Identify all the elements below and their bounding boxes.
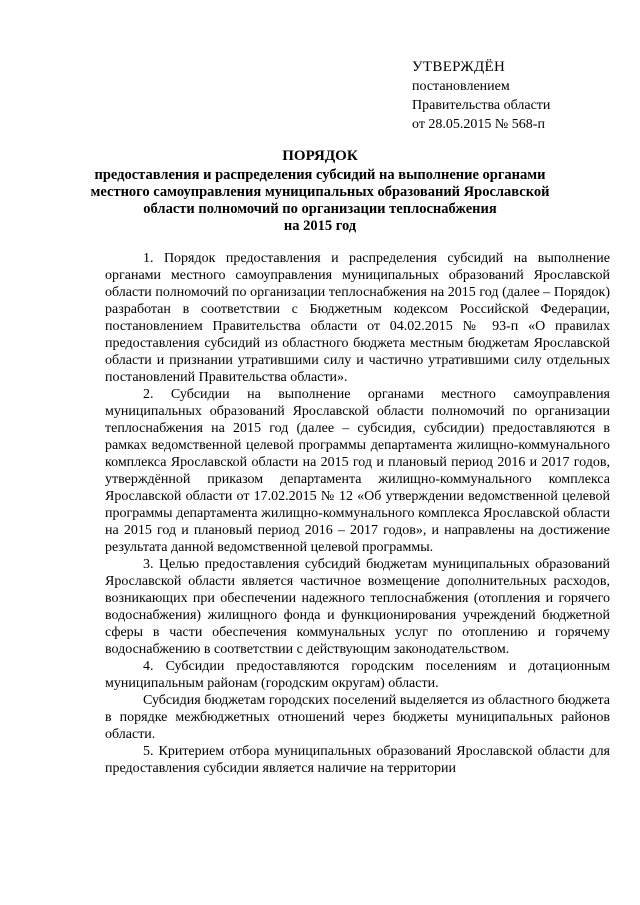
approval-heading: УТВЕРЖДЁН xyxy=(412,59,506,75)
paragraph-4-continuation: Субсидия бюджетам городских поселений выделяется из областного бюджета в порядке межбюджетных отношений через бюджеты муниципальных районов области. xyxy=(105,693,610,742)
document-body xyxy=(105,250,610,777)
document-title-block xyxy=(60,148,580,235)
document-subtitle-line: области полномочий по организации теплоснабжения xyxy=(143,201,497,217)
paragraph-1: 1. Порядок предоставления и распределения субсидий на выполнение органами местного самоуправления муниципальных образований Ярославской области полномочий по организации теплоснабжения на 2015 год (далее – Порядок) разработан в соответствии с Бюджетным кодексом Российской Федерации, постановлением Правительства области от 04.02.2015 № 93-п «О правилах предоставления субсидий из областного бюджета местным бюджетам Ярославской области и признании утратившими силу и частично утратившими силу отдельных постановлений Правительства области». xyxy=(105,251,610,385)
document-subtitle-line: на 2015 год xyxy=(283,218,357,234)
approval-line: постановлением xyxy=(412,79,510,94)
paragraph-2: 2. Субсидии на выполнение органами местного самоуправления муниципальных образований Ярославской области полномочий по организации теплоснабжения на 2015 год (далее – субсидия, субсидии) предоставляются в рамках ведомственной целевой программы департамента жилищно-коммунального комплекса Ярославской области на 2015 год и плановый период 2016 и 2017 годов, утверждённой приказом департамента жилищно-коммунального комплекса Ярославской области от 17.02.2015 № 12 «Об утверждении ведомственной целевой программы департамента жилищно-коммунального комплекса Ярославской области на 2015 год и плановый период 2016 – 2017 годов», и направлены на достижение результата данной ведомственной целевой программы. xyxy=(105,387,610,555)
paragraph-3: 3. Целью предоставления субсидий бюджетам муниципальных образований Ярославской области является частичное возмещение дополнительных расходов, возникающих при обеспечении надежного теплоснабжения (отопления и горячего водоснабжения) жилищного фонда и функционирования учреждений бюджетной сферы в части обеспечения коммунальных услуг по отоплению и горячему водоснабжению в соответствии с действующим законодательством. xyxy=(105,557,610,657)
approval-date: от 28.05.2015 № 568-п xyxy=(412,117,545,132)
paragraph-4: 4. Субсидии предоставляются городским поселениям и дотационным муниципальным районам (городским округам) области. xyxy=(105,659,610,691)
document-subtitle-line: местного самоуправления муниципальных образований Ярославской xyxy=(90,184,550,200)
document-title: ПОРЯДОК xyxy=(282,148,358,164)
approval-line: Правительства области xyxy=(412,98,551,113)
approval-stamp xyxy=(412,58,550,134)
paragraph-5: 5. Критерием отбора муниципальных образований Ярославской области для предоставления субсидии является наличие на территории xyxy=(105,744,610,776)
document-subtitle-line: предоставления и распределения субсидий на выполнение органами xyxy=(94,167,546,183)
